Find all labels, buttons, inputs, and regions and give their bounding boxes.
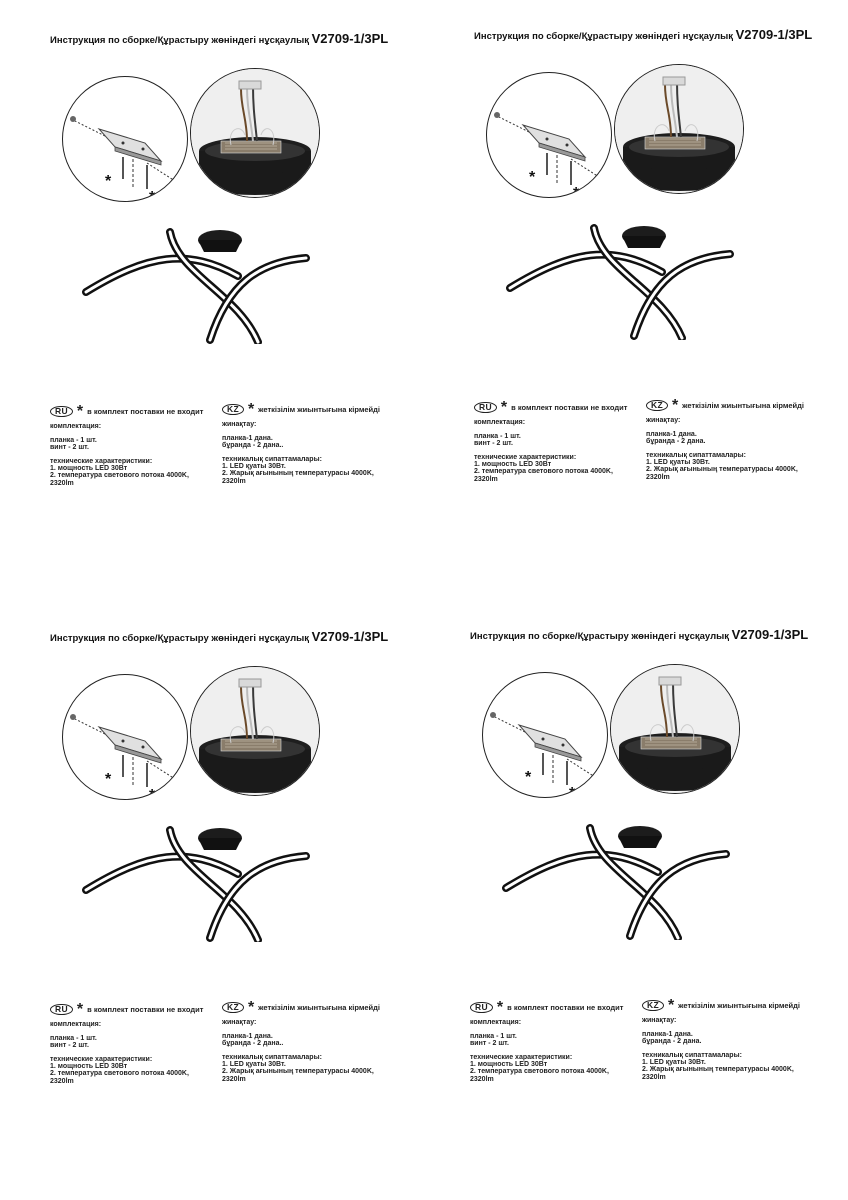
ru-spec-line: 2. температура светового потока 4000K,	[470, 1068, 609, 1076]
asterisk-marker: *	[667, 996, 675, 1014]
instruction-panel	[50, 628, 450, 1188]
kz-kit-item: бұранда - 2 дана..	[222, 1040, 284, 1048]
asterisk-marker: *	[149, 189, 156, 202]
mounting-bracket-diagram	[62, 76, 188, 202]
ru-not-included: в комплект поставки не входит	[87, 1005, 204, 1014]
kz-specs-label: техникалық сипаттамалары:	[222, 1053, 322, 1061]
ru-spec-line: 1. мощность LED 30Вт	[474, 461, 552, 469]
canopy-wiring-photo	[190, 666, 320, 796]
instruction-panel	[474, 26, 848, 586]
kz-spec-line: 2320lm	[642, 1073, 666, 1081]
title-text: Инструкция по сборке/Құрастыру жөніндегі нұсқаулық	[50, 633, 312, 644]
ceiling-lamp-illustration	[502, 210, 742, 340]
kz-kit-label: жинақтау:	[222, 1019, 257, 1027]
ru-specs-label: технические характеристики:	[474, 453, 577, 461]
lamp-drawing	[498, 810, 738, 940]
kz-kit-item: планка-1 дана.	[646, 430, 697, 438]
bracket-drawing	[63, 675, 187, 799]
kz-kit-item: планка-1 дана.	[222, 434, 273, 442]
kz-kit-item: бұранда - 2 дана.	[646, 438, 706, 446]
ceiling-lamp-illustration	[78, 812, 318, 942]
mounting-bracket-diagram	[62, 674, 188, 800]
kz-spec-line: 1. LED қуаты 30Вт.	[222, 1061, 286, 1069]
asterisk-marker: *	[105, 173, 112, 190]
canopy-wiring-photo	[614, 64, 744, 194]
panel-title	[50, 30, 388, 48]
ru-spec-line: 1. мощность LED 30Вт	[50, 1063, 128, 1071]
asterisk-marker: *	[105, 771, 112, 788]
panel-title	[50, 628, 388, 646]
model-number: V2709-1/3PL	[731, 627, 809, 642]
ru-spec-line: 1. мощность LED 30Вт	[50, 465, 128, 473]
canopy-drawing	[611, 665, 739, 793]
title-text: Инструкция по сборке/Құрастыру жөніндегі нұсқаулық	[470, 631, 732, 642]
ru-kit-item: винт - 2 шт.	[474, 440, 513, 448]
canopy-wiring-photo	[190, 68, 320, 198]
ru-kit-item: планка - 1 шт.	[50, 436, 97, 444]
kz-specs-block	[222, 400, 392, 491]
bracket-drawing	[483, 673, 607, 797]
kz-spec-line: 2. Жарық ағынының температурасы 4000K,	[646, 466, 798, 474]
kz-specs-block	[222, 998, 392, 1089]
asterisk-marker: *	[569, 785, 576, 798]
ru-specs-label: технические характеристики:	[50, 457, 153, 465]
instruction-panel	[50, 30, 450, 590]
kz-spec-line: 2. Жарық ағынының температурасы 4000K,	[222, 1068, 374, 1076]
asterisk-marker: *	[525, 769, 532, 786]
ru-badge: RU	[50, 406, 73, 417]
mounting-bracket-diagram	[486, 72, 612, 198]
kz-badge: KZ	[222, 1002, 244, 1013]
asterisk-marker: *	[247, 400, 255, 418]
kz-not-included: жеткізілім жиынтығына кірмейді	[682, 401, 805, 410]
ceiling-lamp-illustration	[498, 810, 738, 940]
ru-spec-line: 2320lm	[474, 475, 498, 483]
kz-spec-line: 2. Жарық ағынының температурасы 4000K,	[222, 470, 374, 478]
ru-kit-label: комплектация:	[50, 1021, 102, 1029]
title-text: Инструкция по сборке/Құрастыру жөніндегі нұсқаулық	[50, 35, 312, 46]
kz-specs-label: техникалық сипаттамалары:	[642, 1051, 742, 1059]
kz-kit-label: жинақтау:	[646, 417, 681, 425]
ru-kit-label: комплектация:	[474, 419, 526, 427]
ru-kit-label: комплектация:	[50, 423, 102, 431]
kz-specs-label: техникалық сипаттамалары:	[222, 455, 322, 463]
ru-kit-item: планка - 1 шт.	[474, 432, 521, 440]
kz-not-included: жеткізілім жиынтығына кірмейді	[678, 1001, 801, 1010]
kz-spec-line: 2320lm	[222, 1075, 246, 1083]
asterisk-marker: *	[496, 998, 504, 1016]
ru-spec-line: 2. температура светового потока 4000K,	[50, 472, 189, 480]
kz-specs-label: техникалық сипаттамалары:	[646, 451, 746, 459]
bracket-drawing	[63, 77, 187, 201]
ru-badge: RU	[474, 402, 497, 413]
asterisk-marker: *	[149, 787, 156, 800]
canopy-drawing	[191, 69, 319, 197]
asterisk-marker: *	[671, 396, 679, 414]
ru-kit-item: винт - 2 шт.	[50, 444, 89, 452]
canopy-drawing	[191, 667, 319, 795]
model-number: V2709-1/3PL	[735, 27, 813, 42]
ru-specs-label: технические характеристики:	[50, 1055, 153, 1063]
asterisk-marker: *	[500, 398, 508, 416]
asterisk-marker: *	[573, 185, 580, 198]
asterisk-marker: *	[76, 1000, 84, 1018]
ru-spec-line: 2320lm	[470, 1075, 494, 1083]
kz-spec-line: 2320lm	[222, 477, 246, 485]
ru-kit-item: винт - 2 шт.	[470, 1040, 509, 1048]
instruction-panel	[470, 626, 848, 1186]
ru-specs-block	[50, 402, 220, 493]
model-number: V2709-1/3PL	[311, 629, 389, 644]
ru-kit-item: винт - 2 шт.	[50, 1042, 89, 1050]
kz-badge: KZ	[646, 400, 668, 411]
kz-kit-item: бұранда - 2 дана..	[222, 442, 284, 450]
bracket-drawing	[487, 73, 611, 197]
canopy-drawing	[615, 65, 743, 193]
asterisk-marker: *	[247, 998, 255, 1016]
ru-spec-line: 2. температура светового потока 4000K,	[50, 1070, 189, 1078]
ceiling-lamp-illustration	[78, 214, 318, 344]
ru-spec-line: 2. температура светового потока 4000K,	[474, 468, 613, 476]
ru-kit-item: планка - 1 шт.	[470, 1032, 517, 1040]
ru-specs-block	[50, 1000, 220, 1091]
kz-badge: KZ	[222, 404, 244, 415]
canopy-wiring-photo	[610, 664, 740, 794]
model-number: V2709-1/3PL	[311, 31, 389, 46]
kz-badge: KZ	[642, 1000, 664, 1011]
kz-kit-item: бұранда - 2 дана.	[642, 1038, 702, 1046]
ru-spec-line: 1. мощность LED 30Вт	[470, 1061, 548, 1069]
ru-specs-block	[474, 398, 644, 489]
ru-kit-item: планка - 1 шт.	[50, 1034, 97, 1042]
kz-spec-line: 1. LED қуаты 30Вт.	[222, 463, 286, 471]
ru-kit-label: комплектация:	[470, 1019, 522, 1027]
ru-specs-block	[470, 998, 640, 1089]
kz-spec-line: 1. LED қуаты 30Вт.	[646, 459, 710, 467]
asterisk-marker: *	[76, 402, 84, 420]
lamp-drawing	[78, 214, 318, 344]
kz-not-included: жеткізілім жиынтығына кірмейді	[258, 1003, 381, 1012]
ru-spec-line: 2320lm	[50, 1077, 74, 1085]
lamp-drawing	[78, 812, 318, 942]
asterisk-marker: *	[529, 169, 536, 186]
kz-not-included: жеткізілім жиынтығына кірмейді	[258, 405, 381, 414]
ru-not-included: в комплект поставки не входит	[507, 1003, 624, 1012]
title-text: Инструкция по сборке/Құрастыру жөніндегі нұсқаулық	[474, 31, 736, 42]
kz-kit-item: планка-1 дана.	[222, 1032, 273, 1040]
ru-specs-label: технические характеристики:	[470, 1053, 573, 1061]
kz-kit-label: жинақтау:	[642, 1017, 677, 1025]
ru-not-included: в комплект поставки не входит	[511, 403, 628, 412]
mounting-bracket-diagram	[482, 672, 608, 798]
kz-spec-line: 2320lm	[646, 473, 670, 481]
ru-not-included: в комплект поставки не входит	[87, 407, 204, 416]
kz-spec-line: 1. LED қуаты 30Вт.	[642, 1059, 706, 1067]
kz-kit-item: планка-1 дана.	[642, 1030, 693, 1038]
panel-title	[474, 26, 812, 44]
kz-specs-block	[646, 396, 816, 487]
ru-badge: RU	[50, 1004, 73, 1015]
kz-specs-block	[642, 996, 812, 1087]
panel-title	[470, 626, 808, 644]
lamp-drawing	[502, 210, 742, 340]
kz-spec-line: 2. Жарық ағынының температурасы 4000K,	[642, 1066, 794, 1074]
kz-kit-label: жинақтау:	[222, 421, 257, 429]
ru-spec-line: 2320lm	[50, 479, 74, 487]
ru-badge: RU	[470, 1002, 493, 1013]
